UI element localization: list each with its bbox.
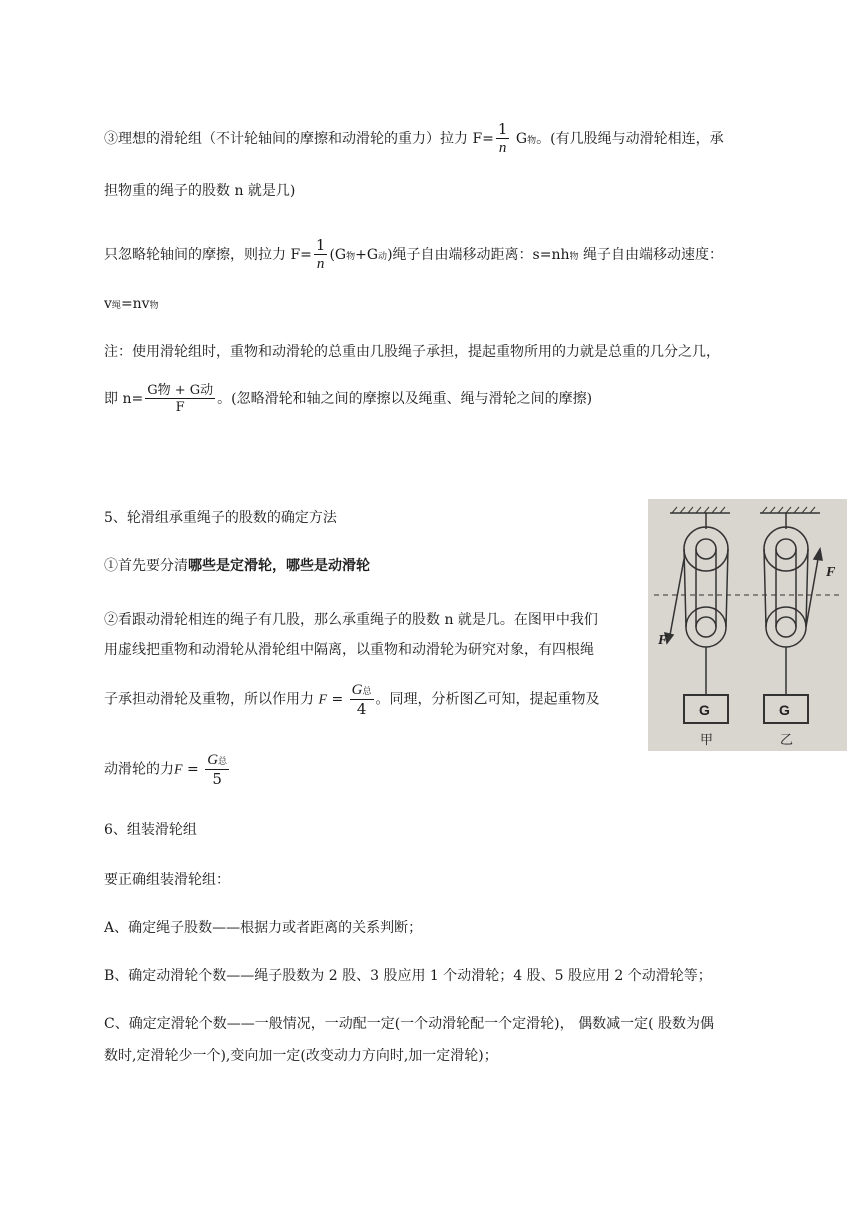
pulley-diagram [648, 499, 847, 751]
system-left [665, 513, 728, 723]
rope-speed-line: v绳=nv物 [104, 296, 159, 312]
section-5-item-2-line-3: 子承担动滑轮及重物，所以作用力 F = $\frac{\text{G总}}{4}$ 。同理，分析图乙可知，提起重物及 [104, 682, 600, 718]
section-5-heading: 5、轮滑组承重绳子的股数的确定方法 [104, 510, 337, 526]
section-6-item-c-line-2: 数时,定滑轮少一个),变向加一定(改变动力方向时,加一定滑轮)； [104, 1048, 498, 1064]
fraction-one-over-n: $\frac{1}{n}$ [315, 236, 326, 272]
ideal-pulley-formula-line: ③理想的滑轮组（不计轮轴间的摩擦和动滑轮的重力）拉力 F= $\frac{1}{n}$ G物。(有几股绳与动滑轮相连，承 [104, 120, 724, 156]
section-5-item-1: ①首先要分清哪些是定滑轮，哪些是动滑轮 [104, 558, 370, 574]
section-6-item-b: B、确定动滑轮个数——绳子股数为 2 股、3 股应用 1 个动滑轮；4 股、5 股应用 2 个动滑轮等； [104, 968, 712, 984]
fraction-g-total-over-4: $\frac{\text{G总}}{4}$ [351, 682, 372, 718]
system-right [764, 513, 822, 723]
fraction-g-total-over-5: $\frac{\text{G总}}{5}$ [207, 752, 228, 788]
weight-label-left: G [699, 702, 710, 718]
section-6-item-c-line-1: C、确定定滑轮个数——一般情况，一动配一定(一个动滑轮配一个定滑轮)， 偶数减一定( 股数为偶 [104, 1016, 714, 1032]
pulley-system-figure [648, 499, 847, 751]
fraction-total-weight-over-f: $\frac{\text{G物 + G动}}{F}$ [147, 383, 214, 415]
ideal-pulley-note-line: 担物重的绳子的股数 n 就是几) [104, 183, 296, 199]
force-label-left: F [658, 633, 668, 648]
note-line: 注：使用滑轮组时，重物和动滑轮的总重由几股绳子承担，提起重物所用的力就是总重的几分之几， [104, 344, 720, 360]
section-6-intro: 要正确组装滑轮组： [104, 872, 230, 888]
figure-caption-left: 甲 [700, 733, 714, 748]
section-5-item-2-line-2: 用虚线把重物和动滑轮从滑轮组中隔离，以重物和动滑轮为研究对象，有四根绳 [104, 642, 594, 658]
ceiling-hatching [670, 507, 820, 513]
weight-label-right: G [779, 702, 790, 718]
section-6-item-a: A、确定绳子股数——根据力或者距离的关系判断； [104, 920, 423, 936]
fraction-one-over-n: $\frac{1}{n}$ [497, 120, 508, 156]
figure-caption-right: 乙 [780, 733, 794, 748]
friction-formula-line: 只忽略轮轴间的摩擦，则拉力 F= $\frac{1}{n}$ (G物+G动)绳子自由端移动距离：s=nh物 绳子自由端移动速度： [104, 236, 723, 272]
section-6-heading: 6、组装滑轮组 [104, 822, 197, 838]
section-5-item-2-line-4: 动滑轮的力F = $\frac{\text{G总}}{5}$ [104, 752, 228, 788]
n-formula-line: 即 n= $\frac{\text{G物 + G动}}{F}$ 。(忽略滑轮和轴之间的摩擦以及绳重、绳与滑轮之间的摩擦) [104, 383, 593, 415]
force-label-right: F [826, 565, 836, 580]
section-5-item-2-line-1: ②看跟动滑轮相连的绳子有几股，那么承重绳子的股数 n 就是几。在图甲中我们 [104, 612, 598, 628]
